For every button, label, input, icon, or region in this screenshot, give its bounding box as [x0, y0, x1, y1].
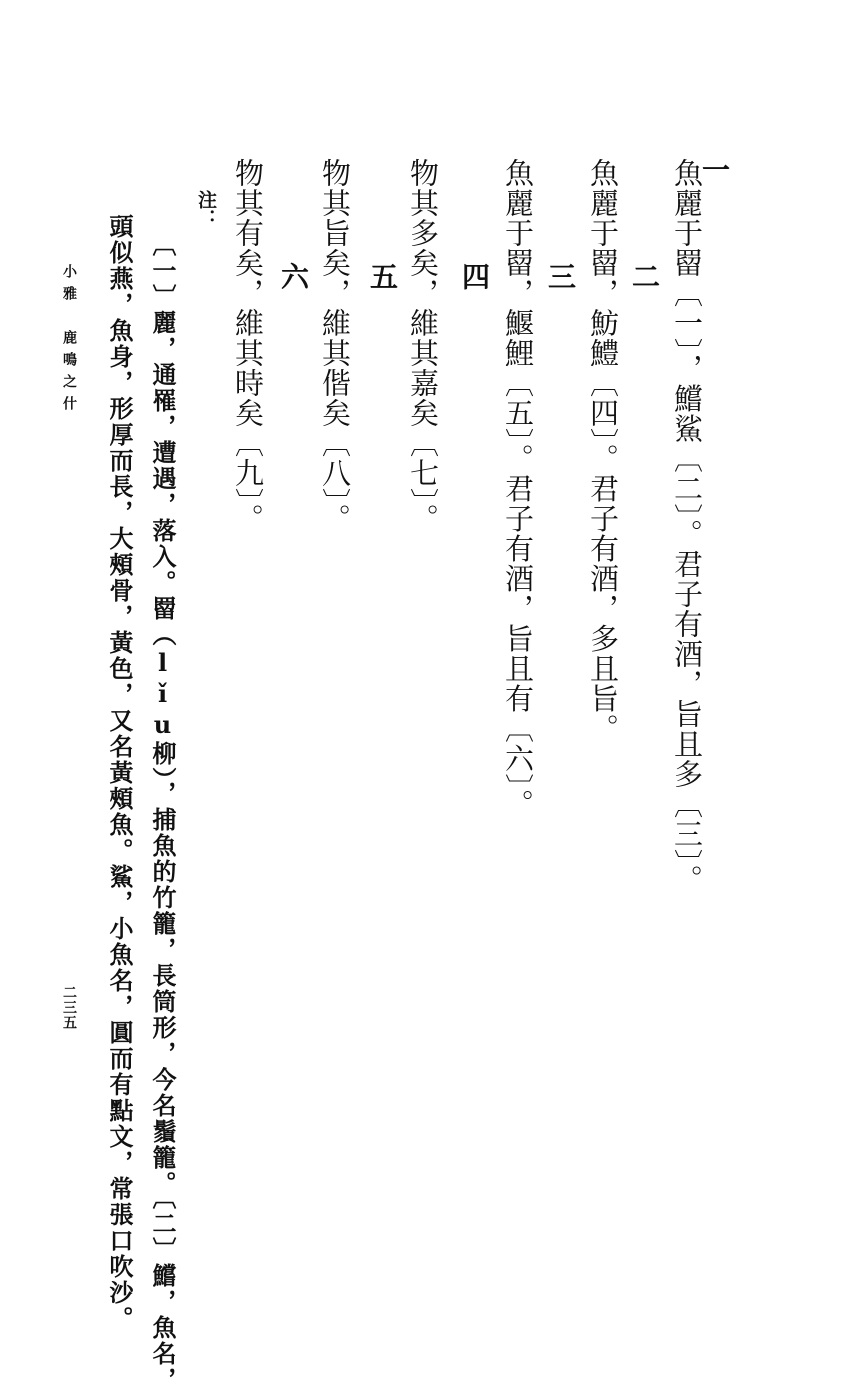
stanza-4-number: 四 — [458, 262, 491, 290]
stanza-5-number: 五 — [366, 262, 399, 290]
notes-label: 注： — [195, 190, 217, 228]
stanza-3-line: 魚麗于罶，鰋鯉〔五〕。君子有酒，旨且有〔六〕。 — [501, 158, 535, 819]
stanza-3-number: 三 — [544, 262, 577, 290]
stanza-2-line: 魚麗于罶，魴鱧〔四〕。君子有酒，多且旨。 — [586, 158, 620, 744]
running-footer: 小雅 鹿鳴之什 — [61, 264, 77, 418]
note-line-1: 〔一〕麗，通罹，遭遇，落入。罶（lǐu柳），捕魚的竹籠，長筒形，今名鬚籠。〔二〕鱨，魚名， — [148, 232, 177, 1393]
page-number: 二三五 — [61, 985, 77, 1030]
stanza-6-line: 物其有矣，維其時矣〔九〕。 — [231, 158, 265, 534]
note-line-2: 頭似燕，魚身，形厚而長，大頰骨，黃色，又名黃頰魚。鯊，小魚名，圓而有點文，常張口吹沙。 — [105, 214, 134, 1332]
stanza-2-number: 二 — [628, 262, 661, 290]
stanza-4-line: 物其多矣，維其嘉矣〔七〕。 — [406, 158, 440, 534]
stanza-6-number: 六 — [277, 262, 310, 290]
stanza-1-line: 魚麗于罶〔一〕，鱨鯊〔二〕。君子有酒，旨且多〔三〕。 — [670, 158, 704, 895]
stanza-5-line: 物其旨矣，維其偕矣〔八〕。 — [318, 158, 352, 534]
stanza-1-number: 一 — [698, 155, 731, 183]
